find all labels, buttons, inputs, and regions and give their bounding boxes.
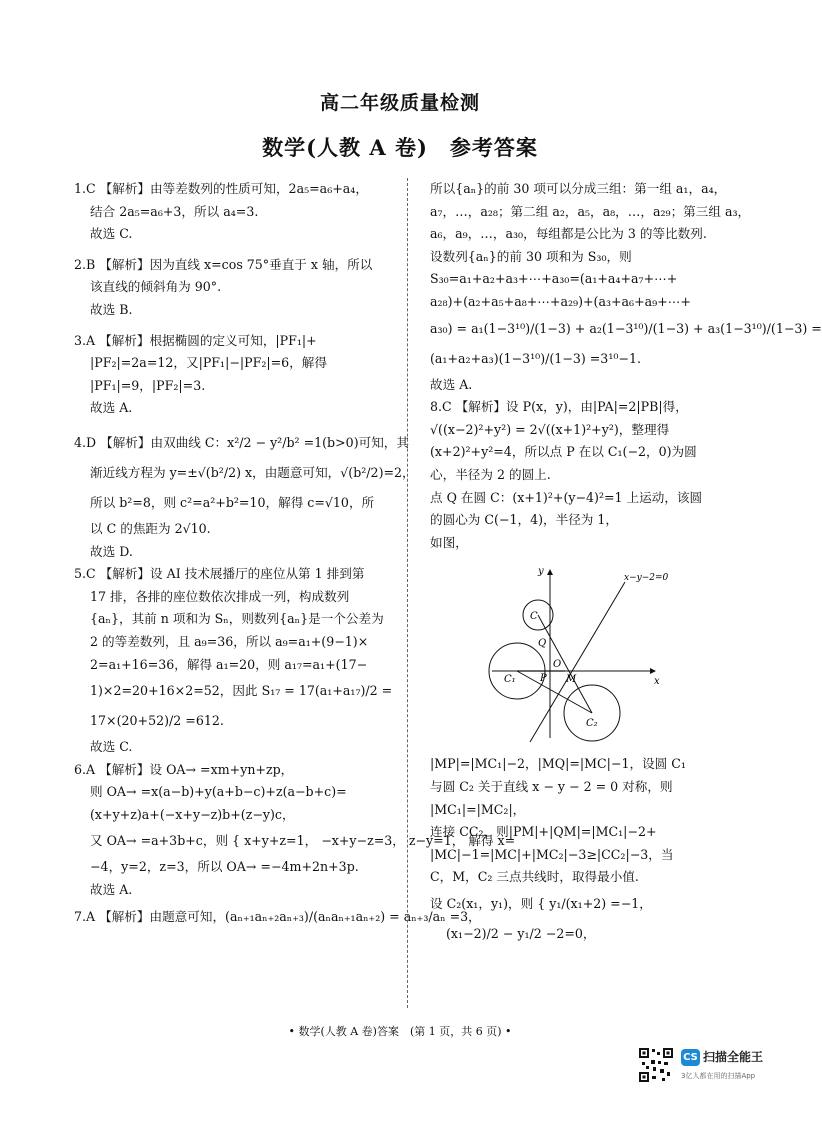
answer-6-line: 则 OA→ =x(a−b)+y(a+b−c)+z(a−b+c)= [90, 784, 347, 800]
y-axis-label: y [538, 566, 544, 578]
answer-6-choice: 故选 A. [90, 882, 133, 898]
answer-6-line: (x+y+z)a+(−x+y−z)b+(z−y)c， [90, 806, 295, 822]
answer-4-line: 所以 b²=8，则 c²=a²+b²=10，解得 c=√10，所 [90, 494, 375, 510]
answer-8-line: 与圆 C₂ 关于直线 x − y − 2 = 0 对称，则 [430, 778, 673, 794]
answer-7-line: (a₁+a₂+a₃)(1−3¹⁰)/(1−3) =3¹⁰−1. [430, 350, 641, 366]
answer-6-line: 6.A 【解析】设 OA→ =xm+yn+zp， [74, 761, 294, 777]
column-divider [407, 178, 408, 1008]
answer-4-choice: 故选 D. [90, 543, 133, 559]
answer-7-line: 所以{aₙ}的前 30 项可以分成三组：第一组 a₁，a₄， [430, 181, 727, 196]
answer-8-line: (x+2)²+y²=4，所以点 P 在以 C₁(−2，0)为圆 [430, 444, 697, 460]
answer-2-line: 该直线的倾斜角为 90°. [90, 279, 222, 295]
center-c-label: C [530, 611, 538, 623]
center-c2-label: C₂ [586, 718, 598, 730]
answer-8-line: 如图， [430, 534, 468, 550]
x-axis-label: x [654, 676, 660, 688]
qr-code-icon [638, 1047, 674, 1083]
cs-logo-icon: CS [681, 1049, 700, 1066]
answer-5-line: 17 排，各排的座位数依次排成一列，构成数列 [90, 588, 350, 604]
answer-3-choice: 故选 A. [90, 400, 133, 416]
point-q-label: Q [538, 638, 547, 650]
scanner-app-tagline: 3亿人都在用的扫描App [681, 1072, 756, 1080]
answer-2-line: 2.B 【解析】因为直线 x=cos 75°垂直于 x 轴，所以 [74, 256, 373, 272]
answer-4-line: 渐近线方程为 y=±√(b²/2) x，由题意可知，√(b²/2)=2， [90, 464, 415, 480]
answer-7-line: a₃₀) = a₁(1−3¹⁰)/(1−3) + a₂(1−3¹⁰)/(1−3) + a₃(1−3¹⁰)/(1−3) = [430, 320, 822, 336]
answer-5-line: 2 的等差数列，且 a₉=36，所以 a₉=a₁+(9−1)× [90, 633, 369, 649]
scanner-app-name: 扫描全能王 [703, 1050, 764, 1064]
answer-7-line: 7.A 【解析】由题意可知，(aₙ₊₁aₙ₊₂aₙ₊₃)/(aₙaₙ₊₁aₙ₊₂) = aₙ₊₃/aₙ =3， [74, 908, 481, 924]
answer-8-line: 的圆心为 C(−1，4)，半径为 1， [430, 512, 618, 528]
answer-2-choice: 故选 B. [90, 301, 133, 317]
answer-6-system: 又 OA→ =a+3b+c，则 { x+y+z=1， −x+y−z=3， z−y=1， 解得 x= [90, 833, 516, 849]
answer-8-system: 设 C₂(x₁，y₁)，则 { y₁/(x₁+2) =−1， [430, 895, 652, 911]
answer-3-line: |PF₂|=2a=12，又|PF₁|−|PF₂|=6，解得 [90, 355, 327, 371]
answer-7-line: a₆，a₉，…，a₃₀，每组都是公比为 3 的等比数列. [430, 226, 707, 242]
answer-4-line: 以 C 的焦距为 2√10. [90, 520, 211, 536]
center-c1-label: C₁ [504, 674, 516, 686]
answer-8-line: |MP|=|MC₁|−2，|MQ|=|MC|−1，设圆 C₁ [430, 756, 686, 772]
answer-4-line: 4.D 【解析】由双曲线 C：x²/2 − y²/b² =1(b>0)可知，其 [74, 434, 409, 450]
answer-7-line: a₂₈)+(a₂+a₅+a₈+⋯+a₂₉)+(a₃+a₆+a₉+⋯+ [430, 293, 691, 309]
document-title: 高二年级质量检测 [319, 92, 480, 114]
page-footer: • 数学(人教 A 卷)答案 (第 1 页，共 6 页) • [288, 1025, 512, 1038]
answer-3-line: |PF₁|=9，|PF₂|=3. [90, 377, 206, 393]
document-subtitle: 数学(人教 A 卷) 参考答案 [262, 135, 538, 160]
answer-5-line: 5.C 【解析】设 AI 技术展播厅的座位从第 1 排到第 [74, 566, 365, 582]
answer-8-line: 点 Q 在圆 C：(x+1)²+(y−4)²=1 上运动，该圆 [430, 489, 703, 505]
answer-1-line: 结合 2a₅=a₆+3，所以 a₄=3. [90, 203, 259, 219]
answer-8-line: 8.C 【解析】设 P(x，y)，由|PA|=2|PB|得， [430, 399, 688, 415]
answer-7-choice: 故选 A. [430, 376, 473, 392]
answer-3-line: 3.A 【解析】根据椭圆的定义可知，|PF₁|+ [74, 332, 317, 348]
point-p-label: P [540, 673, 547, 685]
answer-1-line: 1.C 【解析】由等差数列的性质可知，2a₅=a₆+a₄， [74, 181, 368, 196]
origin-label: O [553, 659, 562, 671]
geometry-figure [430, 560, 730, 745]
answer-8-line: |MC₁|=|MC₂|， [430, 801, 526, 817]
answer-5-line: 2=a₁+16=36，解得 a₁=20，则 a₁₇=a₁+(17− [90, 656, 368, 672]
answer-7-line: S₃₀=a₁+a₂+a₃+⋯+a₃₀=(a₁+a₄+a₇+⋯+ [430, 271, 678, 287]
answer-5-choice: 故选 C. [90, 739, 133, 755]
answer-6-line: −4，y=2，z=3，所以 OA→ =−4m+2n+3p. [90, 859, 359, 875]
right-column [430, 178, 822, 949]
answer-7-line: a₇，…，a₂₈；第二组 a₂，a₅，a₈，…，a₂₉；第三组 a₃， [430, 203, 751, 219]
line-label: x−y−2=0 [624, 573, 669, 584]
answer-8-line: 连接 CC₂，则|PM|+|QM|=|MC₁|−2+ [430, 824, 657, 840]
answer-5-line: 1)×2=20+16×2=52，因此 S₁₇ = 17(a₁+a₁₇)/2 = [90, 683, 393, 699]
answer-8-line: |MC|−1=|MC|+|MC₂|−3≥|CC₂|−3，当 [430, 846, 674, 862]
answer-1-choice: 故选 C. [90, 226, 133, 242]
answer-8-line: 心，半径为 2 的圆上. [430, 466, 551, 482]
answer-7-line: 设数列{aₙ}的前 30 项和为 S₃₀，则 [430, 248, 632, 264]
answer-5-line: 17×(20+52)/2 =612. [90, 713, 224, 729]
point-m-label: M [566, 674, 577, 686]
answer-5-line: {aₙ}，其前 n 项和为 Sₙ，则数列{aₙ}是一个公差为 [90, 611, 384, 627]
answer-8-system: (x₁−2)/2 − y₁/2 −2=0， [446, 925, 596, 941]
symmetry-line [530, 582, 625, 742]
answer-8-line: √((x−2)²+y²) = 2√((x+1)²+y²)，整理得 [430, 421, 670, 437]
answer-8-line: C，M，C₂ 三点共线时，取得最小值. [430, 869, 639, 885]
circle-diagram [430, 560, 730, 745]
